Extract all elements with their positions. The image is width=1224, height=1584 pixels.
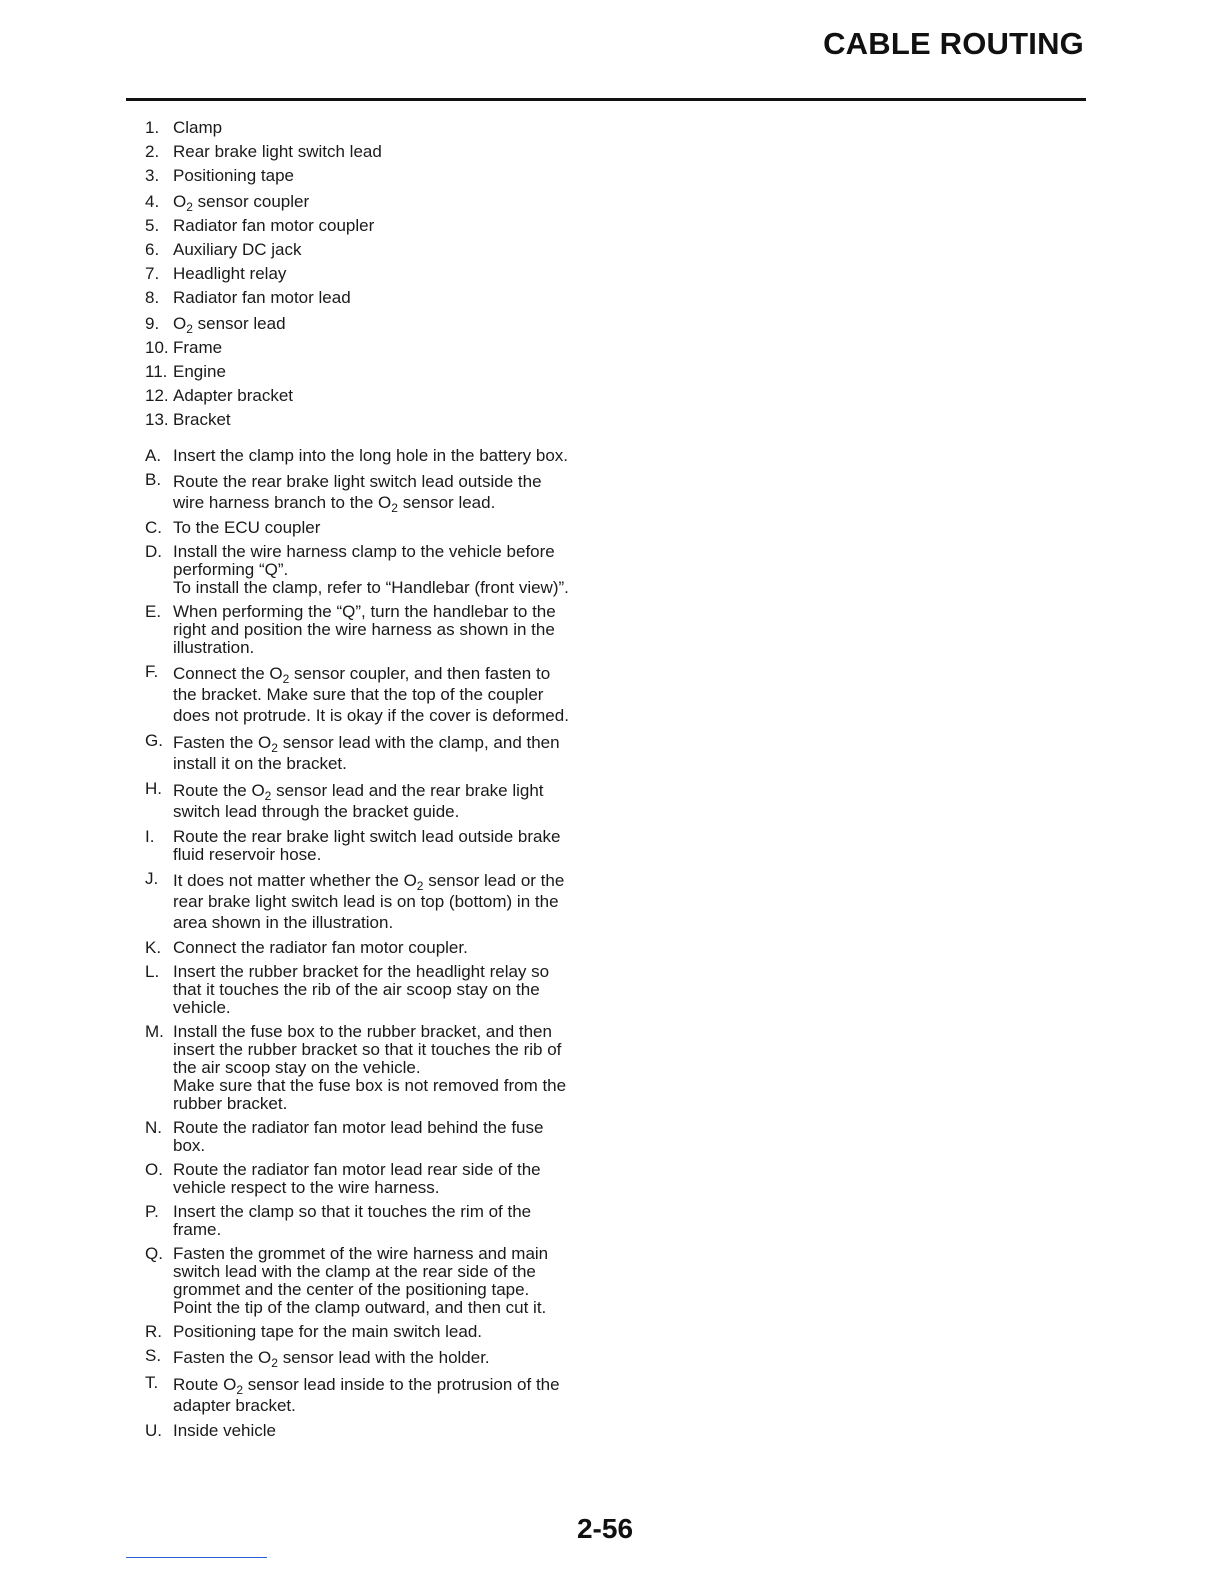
note-item: [145, 1245, 575, 1317]
item-number: 3.: [145, 166, 160, 185]
item-text: Radiator fan motor lead: [173, 288, 351, 307]
note-letter: H.: [145, 779, 162, 798]
note-item: [145, 963, 575, 1017]
note-text: Insert the rubber bracket for the headlight relay so that it touches the rib of the air scoop stay on the vehicle.: [173, 962, 550, 1017]
list-item: [145, 215, 575, 237]
item-number: 4.: [145, 192, 160, 211]
note-text: Inside vehicle: [173, 1421, 277, 1440]
note-item: [145, 1023, 575, 1113]
note-letter: I.: [145, 827, 155, 846]
item-number: 1.: [145, 118, 160, 137]
list-item: [145, 165, 575, 187]
item-number: 11.: [145, 362, 168, 381]
parts-list: [145, 117, 575, 431]
item-number: 5.: [145, 216, 160, 235]
note-item: [145, 780, 575, 822]
note-item: [145, 732, 575, 774]
item-text: $O_2$ sensor lead: [173, 314, 286, 336]
page-number: 2-56: [576, 1513, 634, 1544]
item-text: Radiator fan motor coupler: [173, 216, 375, 235]
note-item: [145, 663, 575, 726]
note-item: [145, 1422, 575, 1440]
list-item: [145, 239, 575, 261]
note-letter: F.: [145, 662, 159, 681]
note-letter: O.: [145, 1160, 163, 1179]
item-number: 13.: [145, 410, 169, 429]
header-rule: [126, 98, 1086, 101]
note-item: [145, 939, 575, 957]
note-text: To the ECU coupler: [173, 518, 321, 537]
note-letter: D.: [145, 542, 162, 561]
note-item: [145, 1203, 575, 1239]
note-letter: B.: [145, 470, 162, 489]
item-text: Clamp: [173, 118, 223, 137]
note-letter: M.: [145, 1022, 164, 1041]
note-letter: A.: [145, 446, 162, 465]
note-letter: T.: [145, 1373, 159, 1392]
note-item: [145, 870, 575, 933]
item-number: 9.: [145, 314, 160, 333]
item-number: 12.: [145, 386, 169, 405]
note-letter: J.: [145, 869, 159, 888]
item-text: Headlight relay: [173, 264, 287, 283]
legend-content: [145, 117, 575, 1446]
page-title: CABLE ROUTING: [823, 26, 1084, 61]
note-letter: U.: [145, 1421, 162, 1440]
item-number: 7.: [145, 264, 160, 283]
note-text: Positioning tape for the main switch lead.: [173, 1322, 483, 1341]
note-text: Route the rear brake light switch lead outside the wire harness branch to the $O_2$ sensor lead.: [173, 472, 542, 515]
note-item: [145, 603, 575, 657]
note-letter: N.: [145, 1118, 162, 1137]
item-text: Engine: [173, 362, 226, 381]
note-text: Fasten the $O_2$ sensor lead with the clamp, and then install it on the bracket.: [173, 733, 560, 773]
note-text: Fasten the $O_2$ sensor lead with the holder.: [173, 1348, 490, 1370]
note-letter: G.: [145, 731, 163, 750]
note-item: [145, 1323, 575, 1341]
footer-link-underline[interactable]: [126, 1557, 267, 1558]
note-text: Route the radiator fan motor lead behind the fuse box.: [173, 1118, 544, 1155]
note-item: [145, 828, 575, 864]
list-item: [145, 287, 575, 309]
item-number: 2.: [145, 142, 160, 161]
note-letter: E.: [145, 602, 162, 621]
note-text: Install the fuse box to the rubber bracket, and then insert the rubber bracket so that it touches the rib of the air scoop stay on the vehicle. Make sure that the fuse box is not removed from the rubber bracket.: [173, 1022, 567, 1113]
item-number: 8.: [145, 288, 160, 307]
note-letter: K.: [145, 938, 162, 957]
list-item: [145, 311, 575, 337]
note-letter: S.: [145, 1346, 162, 1365]
note-item: [145, 543, 575, 597]
list-item: [145, 117, 575, 139]
list-item: [145, 189, 575, 215]
note-letter: L.: [145, 962, 160, 981]
list-item: [145, 409, 575, 431]
item-text: $O_2$ sensor coupler: [173, 192, 310, 214]
item-text: Rear brake light switch lead: [173, 142, 382, 161]
note-item: [145, 1161, 575, 1197]
item-text: Positioning tape: [173, 166, 294, 185]
note-text: Insert the clamp so that it touches the rim of the frame.: [173, 1202, 532, 1239]
note-text: When performing the “Q”, turn the handlebar to the right and position the wire harness as shown in the illustration.: [173, 602, 556, 657]
note-text: Connect the radiator fan motor coupler.: [173, 938, 468, 957]
note-item: [145, 447, 575, 465]
note-letter: R.: [145, 1322, 162, 1341]
note-text: Route the rear brake light switch lead outside brake fluid reservoir hose.: [173, 827, 561, 864]
note-text: Fasten the grommet of the wire harness and main switch lead with the clamp at the rear side of the grommet and the center of the positioning tape. Point the tip of the clamp outward, and then cut it.: [173, 1244, 549, 1317]
note-text: Install the wire harness clamp to the vehicle before performing “Q”. To install the clamp, refer to “Handlebar (front view)”.: [173, 542, 569, 597]
note-text: Insert the clamp into the long hole in the battery box.: [173, 446, 569, 465]
note-letter: Q.: [145, 1244, 163, 1263]
list-item: [145, 337, 575, 359]
note-text: It does not matter whether the $O_2$ sensor lead or the rear brake light switch lead is on top (bottom) in the area shown in the illustration.: [173, 871, 565, 932]
item-text: Auxiliary DC jack: [173, 240, 302, 259]
list-item: [145, 361, 575, 383]
note-item: [145, 1374, 575, 1416]
note-text: Connect the $O_2$ sensor coupler, and then fasten to the bracket. Make sure that the top of the coupler does not protrude. It is okay if the cover is deformed.: [173, 664, 569, 725]
list-item: [145, 141, 575, 163]
note-item: [145, 519, 575, 537]
note-item: [145, 471, 575, 513]
note-text: Route $O_2$ sensor lead inside to the protrusion of the adapter bracket.: [173, 1375, 560, 1415]
item-text: Frame: [173, 338, 223, 357]
item-number: 6.: [145, 240, 160, 259]
item-text: Bracket: [173, 410, 231, 429]
note-text: Route the $O_2$ sensor lead and the rear brake light switch lead through the bracket guide.: [173, 781, 544, 821]
note-text: Route the radiator fan motor lead rear side of the vehicle respect to the wire harness.: [173, 1160, 541, 1197]
note-letter: C.: [145, 518, 162, 537]
item-text: Adapter bracket: [173, 386, 294, 405]
list-item: [145, 385, 575, 407]
note-letter: P.: [145, 1202, 159, 1221]
notes-list: [145, 447, 575, 1440]
note-item: [145, 1119, 575, 1155]
item-number: 10.: [145, 338, 169, 357]
list-item: [145, 263, 575, 285]
note-item: [145, 1347, 575, 1368]
